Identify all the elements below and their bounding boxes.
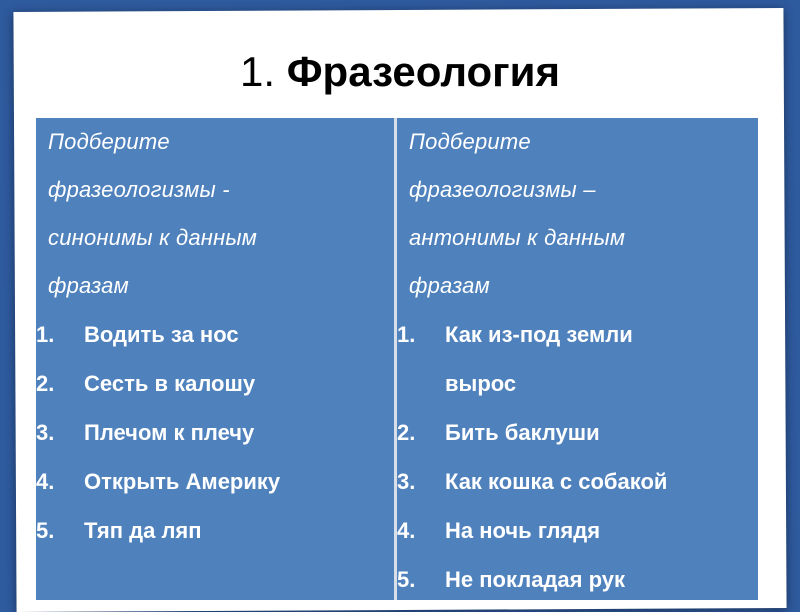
heading-line: фразам	[48, 273, 129, 298]
item-text: Бить баклуши	[445, 420, 600, 445]
synonyms-list	[36, 310, 394, 555]
item-number: 2.	[36, 371, 55, 396]
phraseology-table	[36, 118, 758, 600]
item-text: Сесть в калошу	[84, 371, 256, 396]
slide-title	[0, 48, 800, 96]
item-text: На ночь глядя	[445, 518, 601, 543]
item-text: Водить за нос	[84, 322, 239, 347]
list-item	[397, 310, 758, 359]
item-number: 2.	[397, 420, 416, 445]
item-text: Тяп да ляп	[84, 518, 202, 543]
item-number	[397, 359, 445, 408]
item-text: Как кошка с собакой	[445, 469, 668, 494]
heading-line: фразеологизмы -	[48, 177, 230, 202]
item-number: 5.	[36, 518, 55, 543]
antonyms-list	[397, 310, 758, 604]
heading-line: фразам	[409, 273, 490, 298]
title-number: 1.	[240, 48, 276, 95]
item-number: 5.	[397, 567, 416, 592]
item-number: 1.	[397, 322, 416, 347]
list-item	[397, 457, 758, 506]
antonyms-heading	[397, 118, 758, 310]
title-text: Фразеология	[286, 48, 560, 95]
list-item	[397, 359, 758, 408]
list-item	[397, 506, 758, 555]
item-number: 4.	[36, 469, 55, 494]
heading-line: фразеологизмы –	[409, 177, 596, 202]
item-text: Плечом к плечу	[84, 420, 255, 445]
heading-line: Подберите	[409, 129, 531, 154]
heading-line: синонимы к данным	[48, 225, 258, 250]
item-number: 4.	[397, 518, 416, 543]
list-item	[36, 310, 394, 359]
item-text: Как из-под земли	[445, 322, 633, 347]
item-number: 1.	[36, 322, 55, 347]
item-text: Открыть Америку	[84, 469, 281, 494]
synonyms-column	[36, 118, 394, 600]
item-text: вырос	[445, 371, 517, 396]
synonyms-heading	[36, 118, 394, 310]
antonyms-column	[397, 118, 758, 600]
item-number: 3.	[36, 420, 55, 445]
list-item	[397, 408, 758, 457]
list-item	[36, 457, 394, 506]
item-number: 3.	[397, 469, 416, 494]
list-item	[36, 506, 394, 555]
item-text: Не покладая рук	[445, 567, 625, 592]
list-item	[36, 408, 394, 457]
heading-line: антонимы к данным	[409, 225, 626, 250]
heading-line: Подберите	[48, 129, 170, 154]
list-item	[36, 359, 394, 408]
list-item	[397, 555, 758, 604]
